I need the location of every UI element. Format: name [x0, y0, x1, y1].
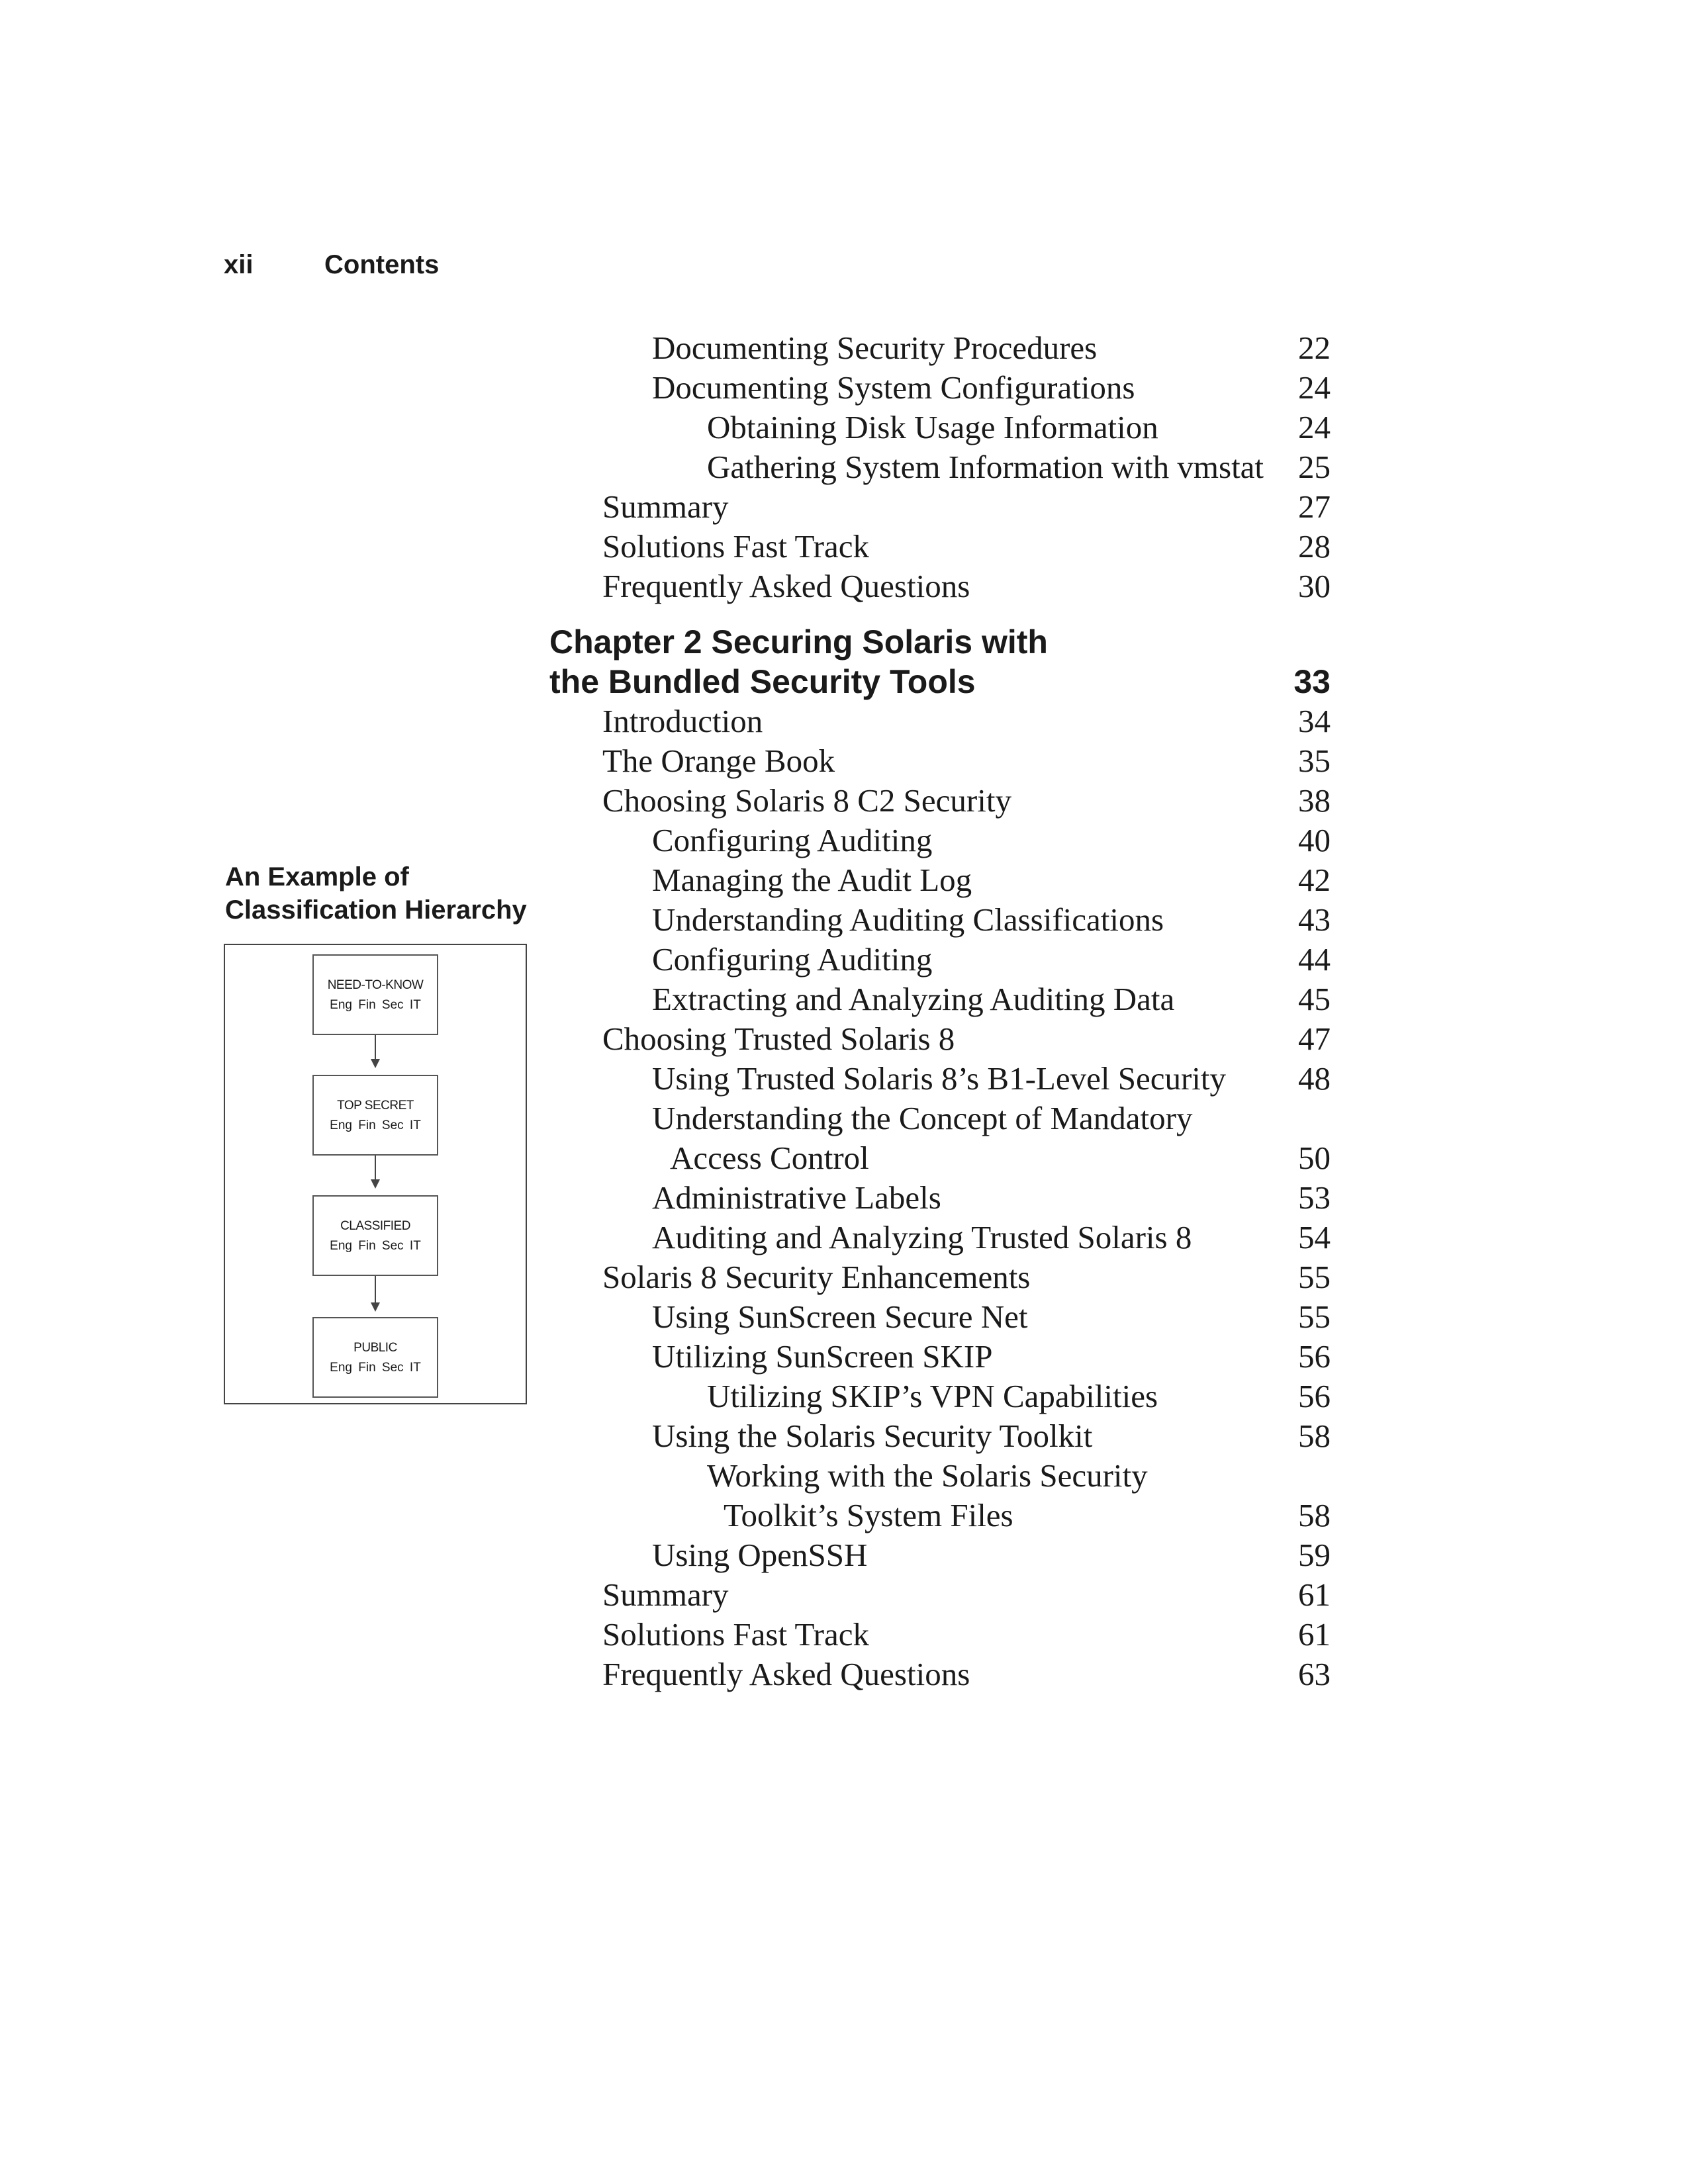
- toc-entry[interactable]: [549, 1138, 1331, 1178]
- toc-entry-title: Working with the Solaris Security: [707, 1457, 1148, 1494]
- toc-entry[interactable]: [549, 368, 1331, 408]
- level-name: PUBLIC: [353, 1341, 397, 1355]
- toc-entry-page-number: 38: [1298, 782, 1331, 819]
- toc-entry-title: Toolkit’s System Files: [724, 1497, 1013, 1533]
- toc-entry[interactable]: [549, 741, 1331, 781]
- toc-entry-page-number: 28: [1298, 528, 1331, 565]
- toc-entry[interactable]: [549, 1377, 1331, 1416]
- level-departments: Eng Fin Sec IT: [330, 1239, 421, 1253]
- toc-entry-title: Obtaining Disk Usage Information: [707, 409, 1158, 445]
- toc-entry-title: Summary: [602, 488, 729, 525]
- toc-entry-title: Access Control: [670, 1140, 869, 1176]
- toc-entry-page-number: 44: [1298, 941, 1331, 978]
- toc-entry[interactable]: [549, 1535, 1331, 1575]
- toc-entry[interactable]: [549, 1615, 1331, 1655]
- toc-entry[interactable]: [549, 1218, 1331, 1257]
- toc-entry-title: Solutions Fast Track: [602, 1616, 869, 1653]
- toc-entry-page-number: 48: [1298, 1060, 1331, 1097]
- toc-entry-page-number: 58: [1298, 1497, 1331, 1533]
- toc-entry[interactable]: [549, 1496, 1331, 1535]
- toc-entry-page-number: 59: [1298, 1537, 1331, 1573]
- running-title: Contents: [324, 250, 440, 279]
- toc-entry-page-number: 50: [1298, 1140, 1331, 1176]
- toc-entry-title: Documenting Security Procedures: [652, 330, 1098, 366]
- toc-entry[interactable]: [549, 702, 1331, 741]
- classification-hierarchy-figure: [224, 944, 527, 1404]
- level-box-need-to-know: [312, 954, 438, 1035]
- toc-entry-page-number: 55: [1298, 1259, 1331, 1295]
- toc-entry-page-number: 42: [1298, 862, 1331, 898]
- toc-entry[interactable]: [549, 940, 1331, 979]
- toc-entry-title: Administrative Labels: [652, 1179, 941, 1216]
- level-departments: Eng Fin Sec IT: [330, 1118, 421, 1132]
- level-box-classified: [312, 1195, 438, 1276]
- toc-entry[interactable]: [549, 1655, 1331, 1694]
- toc-entry-page-number: 54: [1298, 1219, 1331, 1255]
- toc-entry-title: Using Trusted Solaris 8’s B1-Level Security: [652, 1060, 1227, 1097]
- level-name: NEED-TO-KNOW: [327, 978, 424, 992]
- toc-entry-page-number: 25: [1298, 449, 1331, 485]
- toc-entry-page-number: 27: [1298, 488, 1331, 525]
- toc-entry-page-number: 63: [1298, 1656, 1331, 1692]
- sidebar-caption-line-2: Classification Hierarchy: [225, 895, 527, 925]
- toc-entry-title: The Orange Book: [602, 743, 835, 779]
- toc-entry[interactable]: [549, 1297, 1331, 1337]
- toc-entry-page-number: 55: [1298, 1298, 1331, 1335]
- toc-entry[interactable]: [549, 900, 1331, 940]
- toc-entry-page-number: 56: [1298, 1338, 1331, 1375]
- toc-entry[interactable]: [549, 1019, 1331, 1059]
- level-box-top-secret: [312, 1075, 438, 1156]
- toc-entry-page-number: 47: [1298, 1021, 1331, 1057]
- chapter-title-line-1: Chapter 2 Securing Solaris with: [549, 623, 1048, 660]
- toc-entry-page-number: 61: [1298, 1616, 1331, 1653]
- down-arrow-icon: [375, 1156, 376, 1187]
- toc-entry[interactable]: [549, 1337, 1331, 1377]
- level-name: CLASSIFIED: [340, 1219, 410, 1233]
- toc-entry[interactable]: [549, 781, 1331, 821]
- toc-entry[interactable]: [549, 567, 1331, 606]
- toc-entry-title: Introduction: [602, 703, 763, 739]
- toc-entry[interactable]: [549, 860, 1331, 900]
- toc-entry-title: Solaris 8 Security Enhancements: [602, 1259, 1031, 1295]
- toc-entry-title: Frequently Asked Questions: [602, 1656, 970, 1692]
- toc-entry[interactable]: [549, 1059, 1331, 1099]
- toc-entry-page-number: 34: [1298, 703, 1331, 739]
- toc-section-before: [549, 328, 1331, 606]
- toc-entry-title: Choosing Trusted Solaris 8: [602, 1021, 955, 1057]
- toc-entry[interactable]: [549, 1099, 1331, 1138]
- toc-entry-title: Auditing and Analyzing Trusted Solaris 8: [652, 1219, 1192, 1255]
- toc-entry-title: Utilizing SKIP’s VPN Capabilities: [707, 1378, 1158, 1414]
- toc-entry-page-number: 35: [1298, 743, 1331, 779]
- sidebar-caption-line-1: An Example of: [225, 862, 409, 891]
- chapter-title-line-2: the Bundled Security Tools: [549, 663, 976, 700]
- toc-entry-page-number: 22: [1298, 330, 1331, 366]
- toc-entry[interactable]: [549, 821, 1331, 860]
- toc-entry-title: Extracting and Analyzing Auditing Data: [652, 981, 1175, 1017]
- toc-entry[interactable]: [549, 1456, 1331, 1496]
- toc-entry[interactable]: [549, 1416, 1331, 1456]
- level-name: TOP SECRET: [337, 1099, 414, 1113]
- toc-entry-page-number: 58: [1298, 1418, 1331, 1454]
- toc-entry-page-number: 56: [1298, 1378, 1331, 1414]
- level-box-public: [312, 1317, 438, 1398]
- level-departments: Eng Fin Sec IT: [330, 1361, 421, 1375]
- toc-entry-title: Managing the Audit Log: [652, 862, 972, 898]
- page-number: xii: [224, 250, 254, 279]
- down-arrow-icon: [375, 1276, 376, 1310]
- down-arrow-icon: [375, 1035, 376, 1067]
- toc-entry-title: Using SunScreen Secure Net: [652, 1298, 1028, 1335]
- toc-entry-title: Configuring Auditing: [652, 941, 933, 978]
- chapter-page-number: 33: [1293, 663, 1331, 700]
- toc-entry-page-number: 24: [1298, 409, 1331, 445]
- toc-entry-page-number: 40: [1298, 822, 1331, 858]
- toc-entry-title: Summary: [602, 1576, 729, 1613]
- toc-entry-title: Understanding Auditing Classifications: [652, 901, 1164, 938]
- toc-section-after: [549, 702, 1331, 1694]
- toc-entry[interactable]: [549, 1178, 1331, 1218]
- toc-entry-title: Solutions Fast Track: [602, 528, 869, 565]
- toc-entry-title: Using the Solaris Security Toolkit: [652, 1418, 1093, 1454]
- toc-entry-title: Understanding the Concept of Mandatory: [652, 1100, 1193, 1136]
- toc-entry-page-number: 30: [1298, 568, 1331, 604]
- toc-entry[interactable]: [549, 408, 1331, 447]
- toc-entry-title: Using OpenSSH: [652, 1537, 868, 1573]
- table-of-contents: [549, 328, 1331, 1694]
- level-departments: Eng Fin Sec IT: [330, 998, 421, 1012]
- toc-entry-title: Utilizing SunScreen SKIP: [652, 1338, 993, 1375]
- toc-entry-title: Choosing Solaris 8 C2 Security: [602, 782, 1011, 819]
- toc-entry[interactable]: [549, 487, 1331, 527]
- toc-entry-page-number: 53: [1298, 1179, 1331, 1216]
- toc-entry-title: Gathering System Information with vmstat: [707, 449, 1264, 485]
- toc-entry-title: Frequently Asked Questions: [602, 568, 970, 604]
- toc-entry-page-number: 45: [1298, 981, 1331, 1017]
- sidebar-caption: [225, 860, 527, 927]
- chapter-heading[interactable]: [549, 622, 1331, 702]
- toc-entry[interactable]: [549, 328, 1331, 368]
- toc-entry[interactable]: [549, 447, 1331, 487]
- toc-entry[interactable]: [549, 1257, 1331, 1297]
- toc-entry[interactable]: [549, 979, 1331, 1019]
- toc-entry-title: Documenting System Configurations: [652, 369, 1135, 406]
- toc-entry-page-number: 24: [1298, 369, 1331, 406]
- toc-entry-page-number: 43: [1298, 901, 1331, 938]
- toc-entry[interactable]: [549, 1575, 1331, 1615]
- toc-entry[interactable]: [549, 527, 1331, 567]
- toc-entry-page-number: 61: [1298, 1576, 1331, 1613]
- toc-entry-title: Configuring Auditing: [652, 822, 933, 858]
